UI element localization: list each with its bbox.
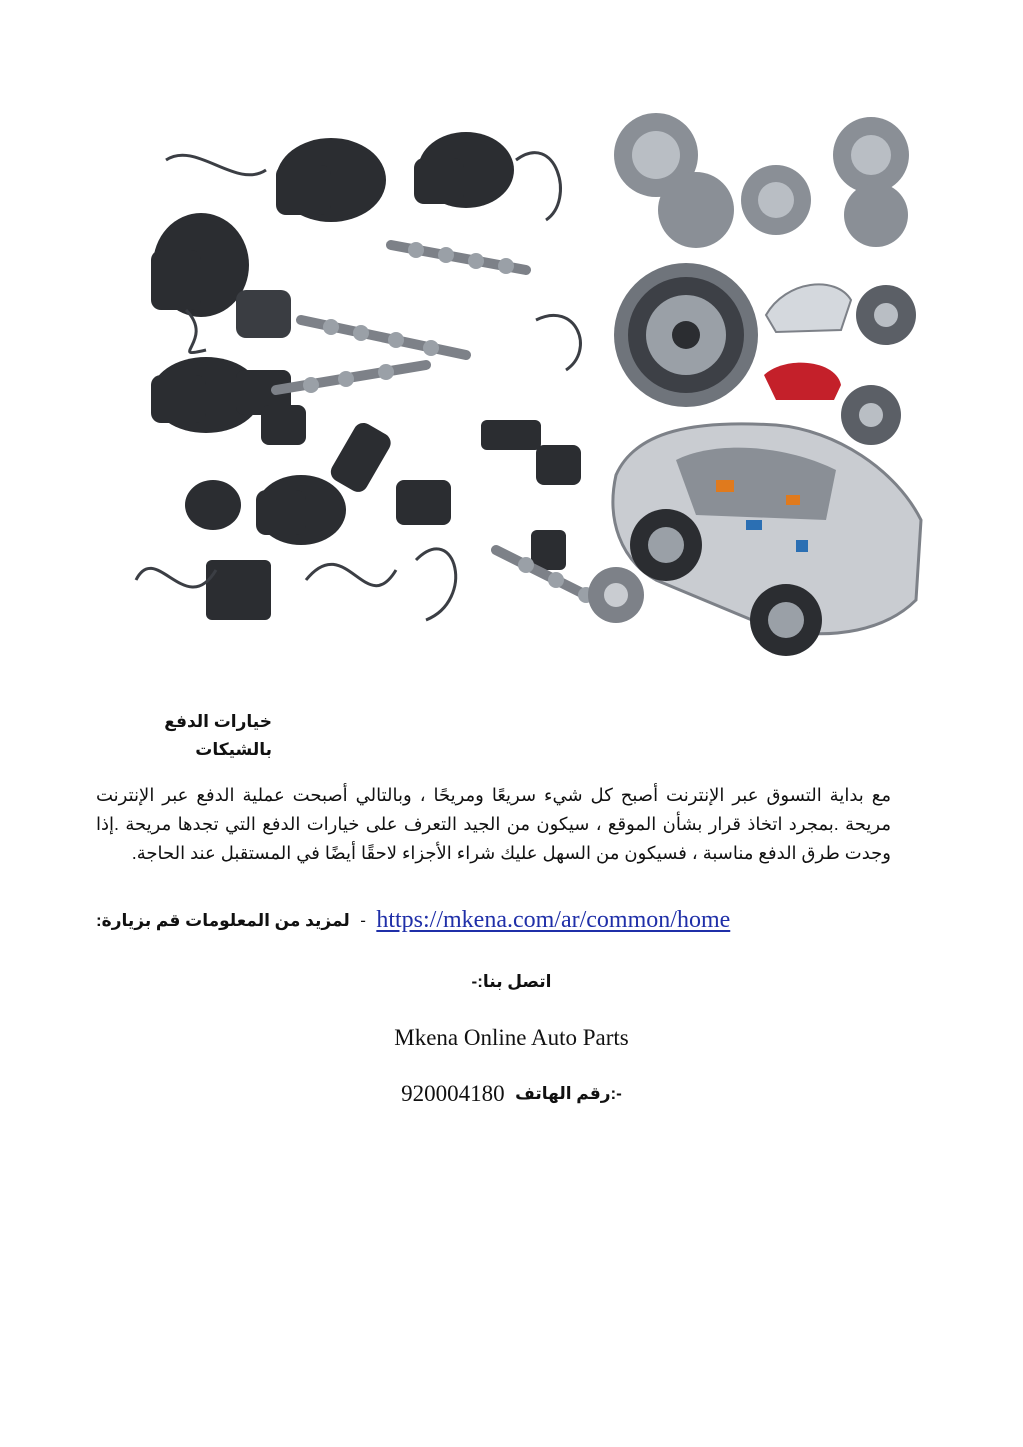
section-heading: خيارات الدفع بالشيكات	[164, 712, 272, 759]
auto-parts-illustration	[96, 100, 928, 665]
more-info-row	[96, 907, 796, 941]
phone-row	[0, 1081, 1023, 1107]
website-link[interactable]: https://mkena.com/ar/common/home	[376, 907, 731, 933]
phone-number: 920004180	[401, 1081, 505, 1106]
contact-heading: اتصل بنا:-	[471, 972, 552, 991]
auto-parts-image	[96, 100, 928, 665]
more-info-separator: -	[360, 910, 366, 930]
more-info-label: لمزيد من المعلومات قم بزيارة:	[96, 910, 350, 930]
company-name: Mkena Online Auto Parts	[394, 1025, 629, 1050]
phone-label: رقم الهاتف:-	[515, 1084, 622, 1103]
intro-paragraph: مع بداية التسوق عبر الإنترنت أصبح كل شيء سريعًا ومريحًا ، وبالتالي أصبحت عملية الدفع عبر الإنترنت مريحة .بمجرد اتخاذ قرار بشأن الموقع ، سيكون من الجيد التعرف على خيارات الدفع التي تجدها مريحة .إذا وجدت طرق الدفع مناسبة ، فسيكون من السهل عليك شراء الأجزاء لاحقًا أيضًا في المستقبل عند الحاجة.	[96, 785, 891, 863]
